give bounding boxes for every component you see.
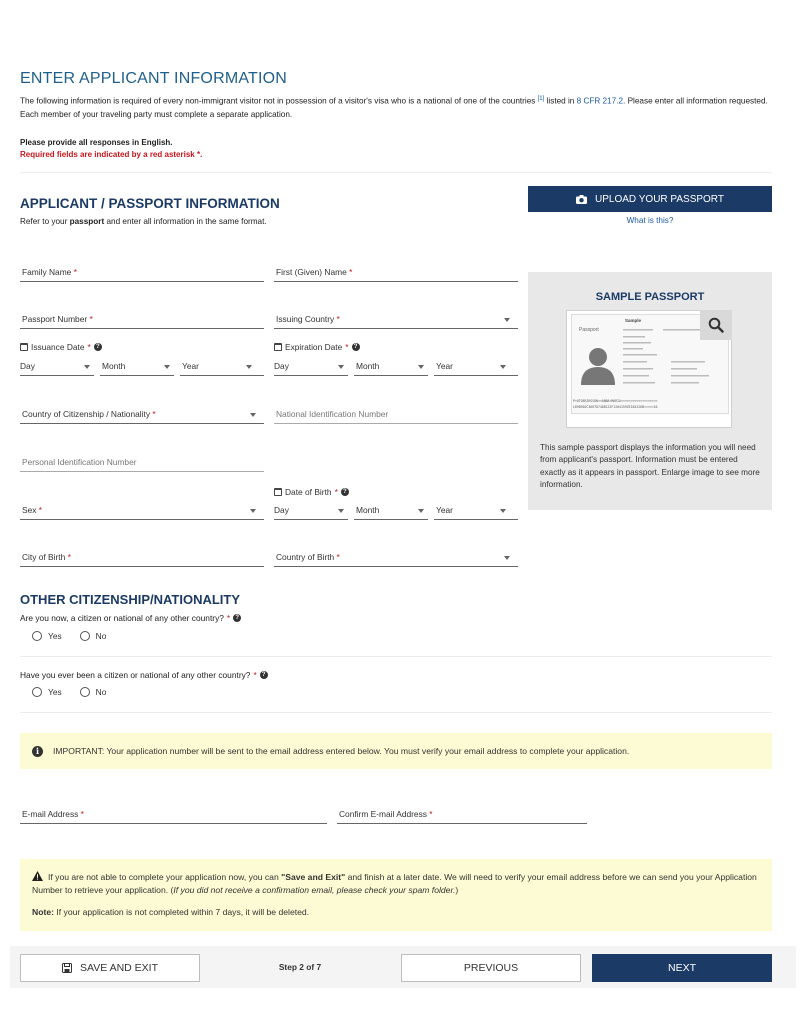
chevron-down-icon — [246, 365, 252, 369]
chevron-down-icon — [418, 365, 424, 369]
calendar-icon — [274, 488, 282, 496]
save-and-exit-button[interactable]: SAVE AND EXIT — [20, 954, 200, 982]
dob-day-select[interactable]: Day — [274, 502, 348, 520]
chevron-down-icon — [84, 365, 90, 369]
expiration-date-label: Expiration Date * ? — [274, 342, 360, 352]
next-button[interactable]: NEXT — [592, 954, 772, 982]
calendar-icon — [20, 343, 28, 351]
divider — [20, 656, 772, 657]
citizenship-select[interactable]: Country of Citizenship / Nationality * — [20, 406, 264, 424]
chevron-down-icon — [250, 509, 256, 513]
intro-text: The following information is required of every non-immigrant visitor not in possession of a visitor's visa who is a national of one of the countries [1] listed in 8 CFR 217.2. Please enter all information requested. Each member of your traveling party must complete a separate application. — [20, 96, 768, 119]
issuance-day-select[interactable]: Day — [20, 358, 94, 376]
issuance-month-select[interactable]: Month — [100, 358, 174, 376]
citizen-ever-question: Have you ever been a citizen or national of any other country? * ? — [20, 670, 268, 680]
dob-year-select[interactable]: Year — [434, 502, 518, 520]
save-notice: If you are not able to complete your application now, you can "Save and Exit" and finish at a later date. We will need to verify your email address before we can send you your Application Number to retrieve your application. (If you did not receive a confirmation email, please check your spam folder.) Note: If your application is not completed within 7 days, it will be deleted. — [20, 859, 772, 931]
help-icon[interactable]: ? — [352, 343, 360, 351]
step-indicator: Step 2 of 7 — [278, 962, 322, 972]
country-of-birth-select[interactable]: Country of Birth * — [274, 549, 518, 567]
sex-select[interactable]: Sex * — [20, 502, 264, 520]
chevron-down-icon — [164, 365, 170, 369]
divider — [20, 712, 772, 713]
dob-month-select[interactable]: Month — [354, 502, 428, 520]
help-icon[interactable]: ? — [94, 343, 102, 351]
city-of-birth-field[interactable]: City of Birth * — [20, 549, 264, 567]
save-icon — [62, 963, 72, 973]
confirm-email-field[interactable]: Confirm E-mail Address * — [337, 806, 587, 824]
chevron-down-icon — [338, 509, 344, 513]
passport-section-title: APPLICANT / PASSPORT INFORMATION — [20, 196, 280, 211]
citizen-ever-no-radio[interactable]: No — [80, 687, 107, 697]
chevron-down-icon — [250, 413, 256, 417]
camera-icon — [576, 195, 587, 204]
warning-icon — [32, 871, 43, 881]
divider — [20, 172, 772, 173]
sample-passport-title: SAMPLE PASSPORT — [595, 291, 705, 303]
help-icon[interactable]: ? — [341, 488, 349, 496]
citizen-now-yes-radio[interactable]: Yes — [32, 631, 62, 641]
expiration-year-select[interactable]: Year — [434, 358, 518, 376]
issuance-year-select[interactable]: Year — [180, 358, 264, 376]
dob-label: Date of Birth * ? — [274, 487, 349, 497]
chevron-down-icon — [500, 509, 506, 513]
english-note: Please provide all responses in English. — [20, 138, 173, 147]
important-notice: i IMPORTANT: Your application number will be sent to the email address entered below. You must verify your email address to complete your application. — [20, 733, 772, 769]
info-icon: i — [32, 746, 43, 757]
personal-id-input[interactable]: Personal Identification Number — [20, 454, 264, 472]
sample-passport-description: This sample passport displays the information you will need from applicant's passport. Information must be entered exactly as it appears in passport. Enlarge image to see more information. — [540, 443, 760, 490]
chevron-down-icon — [504, 556, 510, 560]
calendar-icon — [274, 343, 282, 351]
citizen-ever-yes-radio[interactable]: Yes — [32, 687, 62, 697]
expiration-day-select[interactable]: Day — [274, 358, 348, 376]
footnote-link[interactable]: [1] — [537, 96, 545, 102]
issuance-date-label: Issuance Date * ? — [20, 342, 102, 352]
citizen-now-question: Are you now, a citizen or national of any other country? * ? — [20, 613, 241, 623]
help-icon[interactable]: ? — [260, 671, 268, 679]
passport-refer-text: Refer to your passport and enter all information in the same format. — [20, 217, 267, 226]
sample-passport-image[interactable]: Passport Sample P<UTOERIKSSON<<ANNA<MARIA<<<<<<<<<<<<<<<<<<< L898902C36UTO7408122F1204159ZE184226B<<<<<10 — [566, 310, 732, 428]
magnifier-icon — [708, 317, 724, 333]
family-name-field[interactable]: Family Name * — [20, 264, 264, 282]
first-name-field[interactable]: First (Given) Name * — [274, 264, 518, 282]
issuing-country-select[interactable]: Issuing Country * — [274, 311, 518, 329]
previous-button[interactable]: PREVIOUS — [401, 954, 581, 982]
chevron-down-icon — [500, 365, 506, 369]
chevron-down-icon — [418, 509, 424, 513]
page-title: ENTER APPLICANT INFORMATION — [20, 70, 288, 87]
enlarge-button[interactable] — [700, 310, 732, 340]
other-citizenship-title: OTHER CITIZENSHIP/NATIONALITY — [20, 592, 241, 607]
passport-mrz: P<UTOERIKSSON<<ANNA<MARIA<<<<<<<<<<<<<<<<<<< L898902C36UTO7408122F1204159ZE184226B<<<<<10 — [573, 399, 658, 409]
citizen-ever-options — [32, 687, 124, 697]
chevron-down-icon — [504, 318, 510, 322]
citizen-now-no-radio[interactable]: No — [80, 631, 107, 641]
citizen-now-options — [32, 631, 124, 641]
upload-passport-button[interactable]: UPLOAD YOUR PASSPORT — [528, 186, 772, 212]
chevron-down-icon — [338, 365, 344, 369]
person-silhouette-icon — [581, 345, 615, 385]
what-is-this-link[interactable]: What is this? — [626, 216, 674, 225]
national-id-input[interactable]: National Identification Number — [274, 406, 518, 424]
required-note: Required fields are indicated by a red asterisk *. — [20, 150, 203, 159]
passport-number-field[interactable]: Passport Number * — [20, 311, 264, 329]
help-icon[interactable]: ? — [233, 614, 241, 622]
email-field[interactable]: E-mail Address * — [20, 806, 327, 824]
cfr-link[interactable]: 8 CFR 217.2 — [576, 96, 624, 106]
expiration-month-select[interactable]: Month — [354, 358, 428, 376]
sample-passport-panel — [528, 272, 772, 510]
